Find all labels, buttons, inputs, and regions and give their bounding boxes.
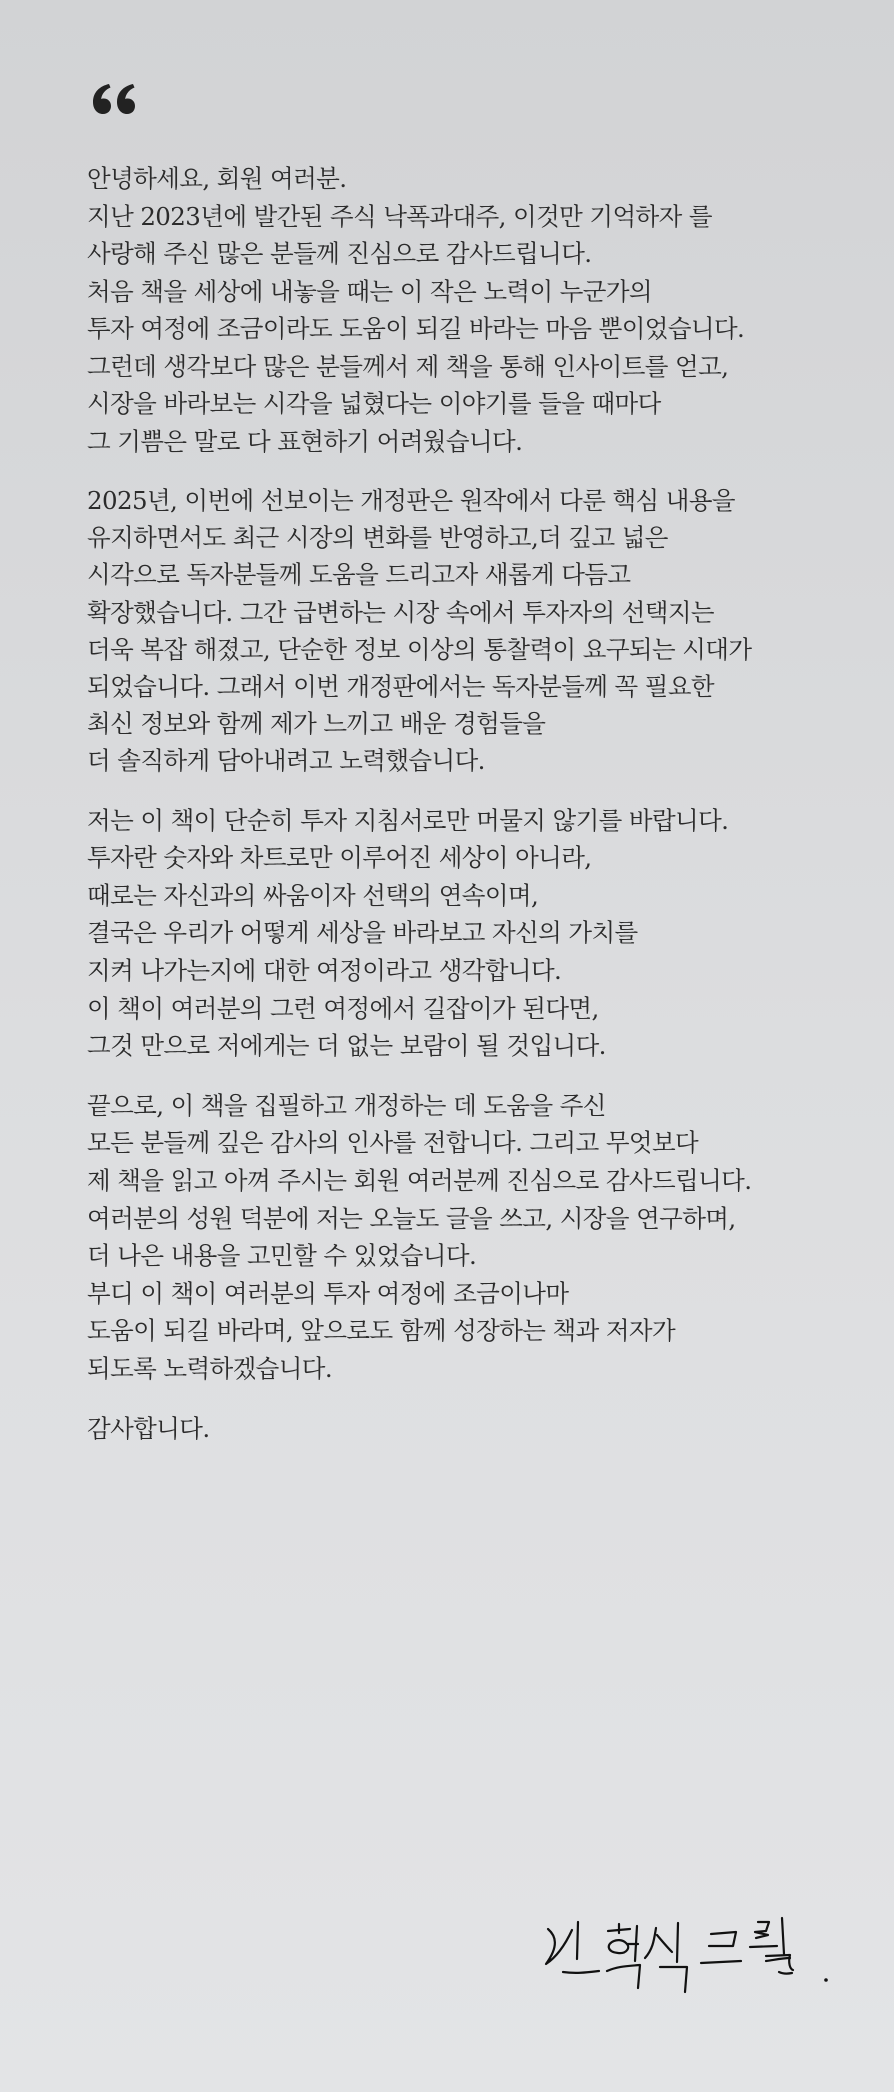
text-line: 지켜 나가는지에 대한 여정이라고 생각합니다. xyxy=(87,956,562,985)
text-line: 도움이 되길 바라며, 앞으로도 함께 성장하는 책과 저자가 xyxy=(87,1316,676,1346)
text-line: 지난 2023년에 발간된 주식 낙폭과대주, 이것만 기억하자 를 xyxy=(87,201,712,231)
text-line: 그 기쁨은 말로 다 표현하기 어려웠습니다. xyxy=(87,426,523,456)
text-line: 끝으로, 이 책을 집필하고 개정하는 데 도움을 주신 xyxy=(87,1090,606,1120)
text-line: 이 책이 여러분의 그런 여정에서 길잡이가 된다면, xyxy=(87,993,599,1023)
text-line: 저는 이 책이 단순히 투자 지침서로만 머물지 않기를 바랍니다. xyxy=(87,805,729,835)
quote-open-icon xyxy=(89,80,137,116)
closing-text: 감사합니다. xyxy=(87,1413,210,1443)
text-line: 모든 분들께 깊은 감사의 인사를 전합니다. 그리고 무엇보다 xyxy=(87,1128,699,1158)
paragraph-hope xyxy=(87,802,827,1065)
text-line: 확장했습니다. 그간 급변하는 시장 속에서 투자자의 선택지는 xyxy=(87,597,714,627)
text-line: 2025년, 이번에 선보이는 개정판은 원작에서 다룬 핵심 내용을 xyxy=(87,486,735,515)
text-line: 그런데 생각보다 많은 분들께서 제 책을 통해 인사이트를 얻고, xyxy=(87,351,729,381)
text-line: 되도록 노력하겠습니다. xyxy=(87,1353,333,1383)
text-line: 투자란 숫자와 차트로만 이루어진 세상이 아니라, xyxy=(87,843,592,873)
text-line: 최신 정보와 함께 제가 느끼고 배운 경험들을 xyxy=(87,709,546,739)
letter xyxy=(87,80,827,1472)
text-line: 사랑해 주신 많은 분들께 진심으로 감사드립니다. xyxy=(87,239,592,268)
text-line: 제 책을 읽고 아껴 주시는 회원 여러분께 진심으로 감사드립니다. xyxy=(87,1165,752,1195)
text-line: 더욱 복잡 해졌고, 단순한 정보 이상의 통찰력이 요구되는 시대가 xyxy=(87,634,752,664)
text-line: 안녕하세요, 회원 여러분. xyxy=(87,164,347,193)
text-line: 더 솔직하게 담아내려고 노력했습니다. xyxy=(87,746,485,776)
text-line: 때로는 자신과의 싸움이자 선택의 연속이며, xyxy=(87,880,539,910)
text-line: 시장을 바라보는 시각을 넓혔다는 이야기를 들을 때마다 xyxy=(87,389,661,418)
text-line: 되었습니다. 그래서 이번 개정판에서는 독자분들께 꼭 필요한 xyxy=(87,672,714,702)
letter-body xyxy=(87,160,827,1447)
text-line: 투자 여정에 조금이라도 도움이 되길 바라는 마음 뿐이었습니다. xyxy=(87,314,745,343)
text-line: 처음 책을 세상에 내놓을 때는 이 작은 노력이 누군가의 xyxy=(87,276,652,306)
paragraph-greeting xyxy=(87,160,827,460)
text-line: 시각으로 독자분들께 도움을 드리고자 새롭게 다듬고 xyxy=(87,560,631,590)
paragraph-revised-edition xyxy=(87,482,827,780)
text-line: 더 나은 내용을 고민할 수 있었습니다. xyxy=(87,1241,477,1271)
signature xyxy=(536,1898,836,1998)
text-line: 여러분의 성원 덕분에 저는 오늘도 글을 쓰고, 시장을 연구하며, xyxy=(87,1203,736,1233)
text-line: 그것 만으로 저에게는 더 없는 보람이 될 것입니다. xyxy=(87,1031,606,1061)
paragraph-thanks xyxy=(87,1087,827,1388)
text-line: 부디 이 책이 여러분의 투자 여정에 조금이나마 xyxy=(87,1278,569,1308)
text-line: 결국은 우리가 어떻게 세상을 바라보고 자신의 가치를 xyxy=(87,918,638,948)
text-line: 유지하면서도 최근 시장의 변화를 반영하고,더 깊고 넓은 xyxy=(87,523,668,553)
